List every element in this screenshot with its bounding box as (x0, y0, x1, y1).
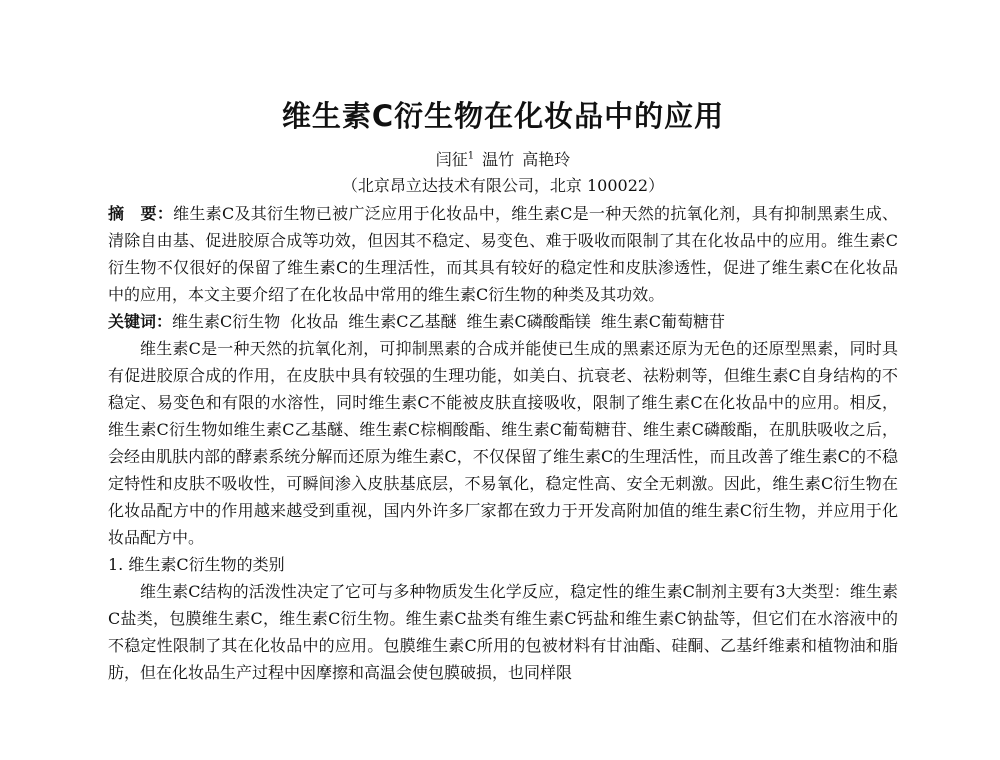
keywords (108, 308, 898, 335)
abstract-label: 摘 要： (108, 204, 174, 223)
abstract (108, 200, 898, 308)
author-1-superscript: 1 (467, 150, 475, 162)
section-1-paragraph: 维生素C结构的活泼性决定了它可与多种物质发生化学反应，稳定性的维生素C制剂主要有3大类型：维生素C盐类，包膜维生素C，维生素C衍生物。维生素C盐类有维生素C钙盐和维生素C钠盐等，但它们在水溶液中的不稳定性限制了其在化妆品中的应用。包膜维生素C所用的包被材料有甘油酯、硅酮、乙基纤维素和植物油和脂肪，但在化妆品生产过程中因摩擦和高温会使包膜破损，也同样限 (108, 582, 898, 682)
affiliation: （北京昂立达技术有限公司，北京 100022） (341, 176, 665, 195)
paper-title: 维生素C衍生物在化妆品中的应用 (281, 99, 725, 133)
section-1-heading: 1. 维生素C衍生物的类别 (108, 555, 285, 574)
keyword-item: 化妆品 (290, 312, 339, 331)
paper-page (108, 96, 898, 686)
keyword-item: 维生素C葡萄糖苷 (600, 312, 726, 331)
keyword-item: 维生素C磷酸酯镁 (466, 312, 591, 331)
author-2: 温竹 (482, 150, 515, 169)
author-3: 高艳玲 (522, 150, 571, 169)
author-1: 闫征 (435, 150, 468, 169)
keywords-label: 关键词： (108, 312, 173, 331)
author-line (108, 148, 898, 172)
keyword-item: 维生素C衍生物 (172, 312, 281, 331)
intro-paragraph: 维生素C是一种天然的抗氧化剂，可抑制黑素的合成并能使已生成的黑素还原为无色的还原型黑素，同时具有促进胶原合成的作用，在皮肤中具有较强的生理功能，如美白、抗衰老、祛粉刺等，但维生素C自身结构的不稳定、易变色和有限的水溶性，同时维生素C不能被皮肤直接吸收，限制了维生素C在化妆品中的应用。相反，维生素C衍生物如维生素C乙基醚、维生素C棕榈酸酯、维生素C葡萄糖苷、维生素C磷酸酯，在肌肤吸收之后，会经由肌肤内部的酵素系统分解而还原为维生素C，不仅保留了维生素C的生理活性，而且改善了维生素C的不稳定特性和皮肤不吸收性，可瞬间渗入皮肤基底层，不易氧化，稳定性高、安全无刺激。因此，维生素C衍生物在化妆品配方中的作用越来越受到重视，国内外许多厂家都在致力于开发高附加值的维生素C衍生物，并应用于化妆品配方中。 (108, 339, 898, 547)
keyword-item: 维生素C乙基醚 (348, 312, 457, 331)
abstract-text: 维生素C及其衍生物已被广泛应用于化妆品中，维生素C是一种天然的抗氧化剂，具有抑制黑素生成、清除自由基、促进胶原合成等功效，但因其不稳定、易变色、难于吸收而限制了其在化妆品中的应用。维生素C衍生物不仅很好的保留了维生素C的生理活性，而其具有较好的稳定性和皮肤渗透性，促进了维生素C在化妆品中的应用，本文主要介绍了在化妆品中常用的维生素C衍生物的种类及其功效。 (108, 204, 898, 304)
